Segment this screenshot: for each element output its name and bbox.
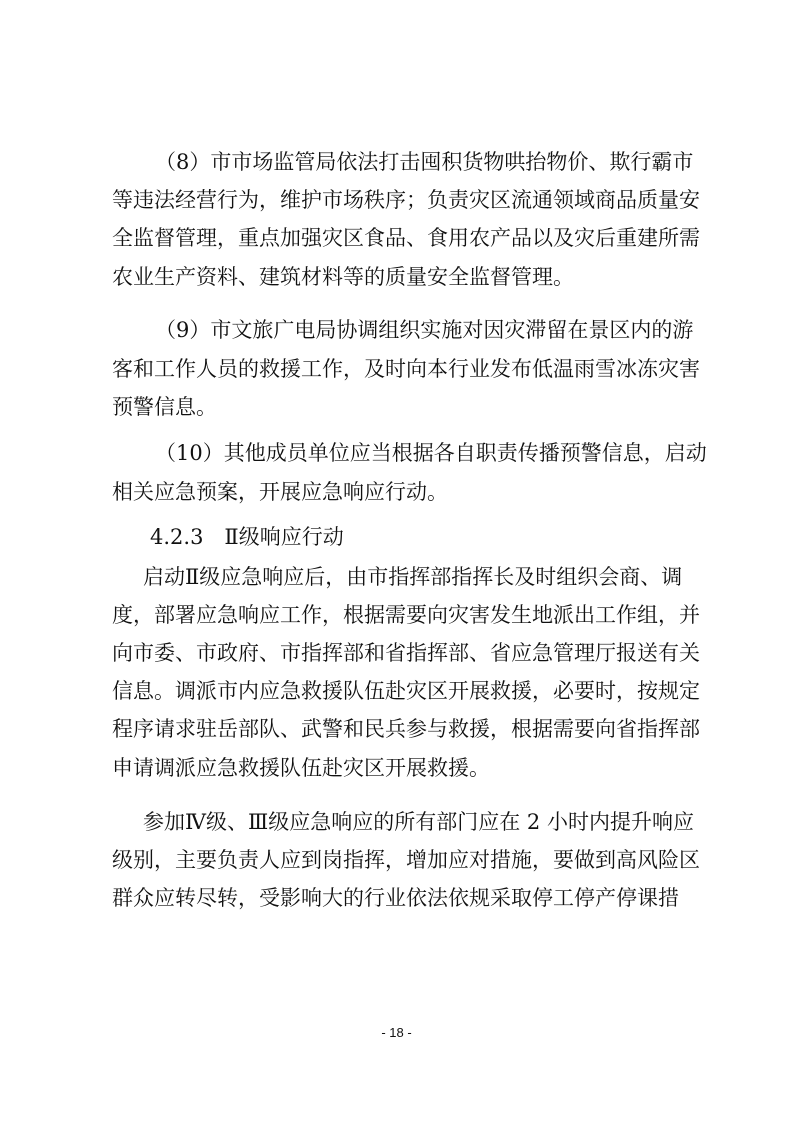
section-heading: 4.2.3 Ⅱ级响应行动 [150,525,344,549]
paragraph-10-line-2: 相关应急预案，开展应急响应行动。 [112,480,448,504]
paragraph-8-line-3: 全监督管理，重点加强灾区食品、食用农产品以及灾后重建所需 [112,226,700,250]
paragraph-upgrade-line-3: 群众应转尽转，受影响大的行业依法依规采取停工停产停课措 [112,886,679,910]
paragraph-9-line-2: 客和工作人员的救援工作，及时向本行业发布低温雨雪冰冻灾害 [112,357,700,381]
paragraph-upgrade-line-1: 参加Ⅳ级、Ⅲ级应急响应的所有部门应在 2 小时内提升响应 [143,810,694,834]
paragraph-upgrade-line-2: 级别，主要负责人应到岗指挥，增加应对措施，要做到高风险区 [112,848,700,872]
paragraph-8-line-2: 等违法经营行为，维护市场秩序；负责灾区流通领域商品质量安 [112,188,700,212]
paragraph-response-line-1: 启动Ⅱ级应急响应后，由市指挥部指挥长及时组织会商、调 [143,565,683,589]
paragraph-9-line-3: 预警信息。 [112,395,217,419]
paragraph-response-line-3: 向市委、市政府、市指挥部和省指挥部、省应急管理厅报送有关 [112,641,700,665]
paragraph-9-line-1: （9）市文旅广电局协调组织实施对因灾滞留在景区内的游 [155,318,694,342]
paragraph-8-line-4: 农业生产资料、建筑材料等的质量安全监督管理。 [112,265,574,289]
paragraph-response-line-6: 申请调派应急救援队伍赴灾区开展救援。 [112,756,490,780]
paragraph-response-line-5: 程序请求驻岳部队、武警和民兵参与救援，根据需要向省指挥部 [112,717,700,741]
paragraph-response-line-4: 信息。调派市内应急救援队伍赴灾区开展救援，必要时，按规定 [112,679,700,703]
paragraph-8-line-1: （8）市市场监管局依法打击囤积货物哄抬物价、欺行霸市 [155,150,694,174]
paragraph-response-line-2: 度，部署应急响应工作，根据需要向灾害发生地派出工作组，并 [112,603,700,627]
paragraph-10-line-1: （10）其他成员单位应当根据各自职责传播预警信息，启动 [155,441,707,465]
page-number: - 18 - [381,1025,412,1040]
